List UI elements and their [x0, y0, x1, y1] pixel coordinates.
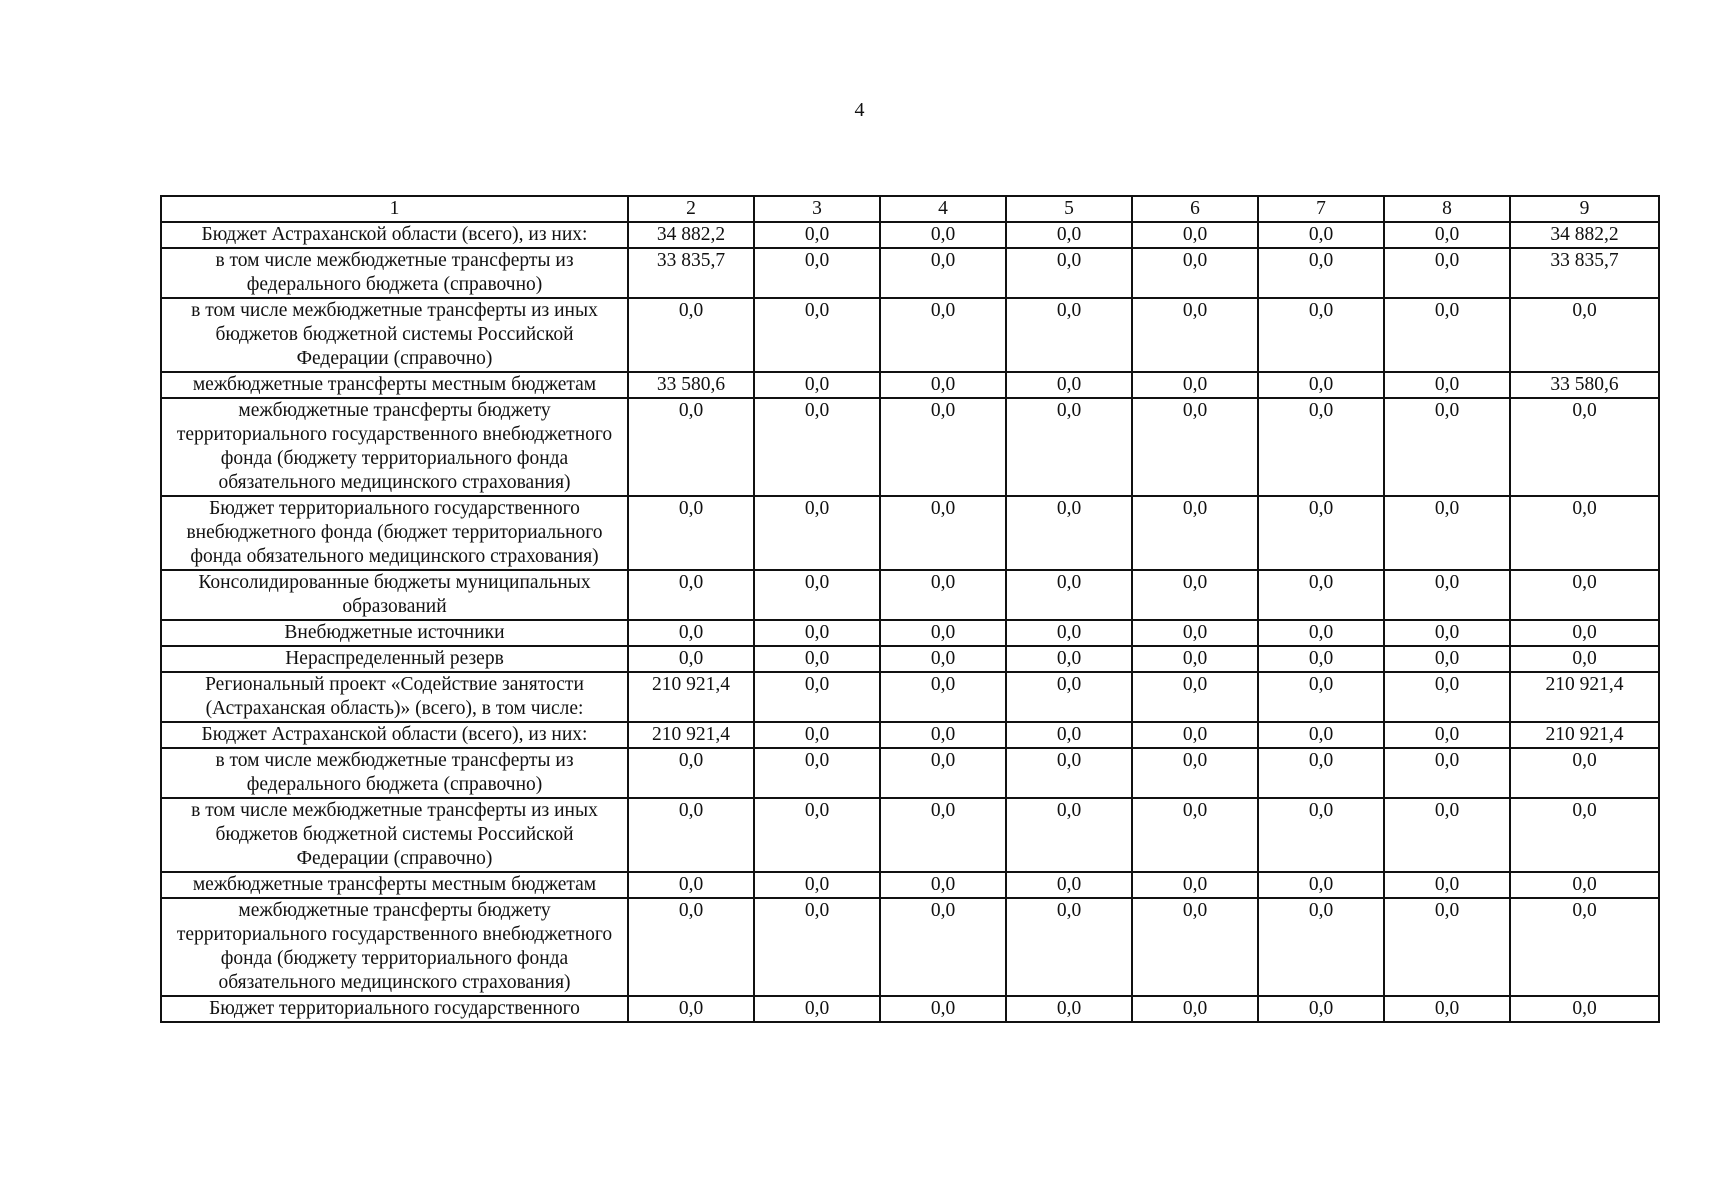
value-cell: 0,0: [1384, 898, 1510, 996]
value-cell: 33 580,6: [1510, 372, 1659, 398]
value-cell: 0,0: [1006, 748, 1132, 798]
value-cell: 0,0: [1510, 398, 1659, 496]
row-label: в том числе межбюджетные трансферты из федерального бюджета (справочно): [161, 248, 628, 298]
value-cell: 0,0: [1006, 722, 1132, 748]
value-cell: 0,0: [1006, 672, 1132, 722]
row-label: межбюджетные трансферты бюджету территориального государственного внебюджетного фонда (бюджету территориального фонда обязательного медицинского страхования): [161, 898, 628, 996]
value-cell: 0,0: [1510, 748, 1659, 798]
value-cell: 33 835,7: [1510, 248, 1659, 298]
value-cell: 0,0: [1258, 722, 1384, 748]
value-cell: 0,0: [880, 248, 1006, 298]
value-cell: 0,0: [880, 996, 1006, 1022]
column-header: 6: [1132, 196, 1258, 222]
value-cell: 0,0: [628, 748, 754, 798]
value-cell: 0,0: [628, 496, 754, 570]
value-cell: 0,0: [1384, 398, 1510, 496]
value-cell: 0,0: [880, 222, 1006, 248]
value-cell: 0,0: [1258, 222, 1384, 248]
value-cell: 0,0: [1510, 898, 1659, 996]
value-cell: 0,0: [1258, 372, 1384, 398]
value-cell: 0,0: [628, 898, 754, 996]
column-header: 8: [1384, 196, 1510, 222]
value-cell: 0,0: [880, 298, 1006, 372]
value-cell: 0,0: [1510, 646, 1659, 672]
value-cell: 0,0: [1510, 996, 1659, 1022]
row-label: в том числе межбюджетные трансферты из иных бюджетов бюджетной системы Российской Федерации (справочно): [161, 798, 628, 872]
value-cell: 0,0: [1384, 672, 1510, 722]
value-cell: 0,0: [880, 372, 1006, 398]
value-cell: 0,0: [1132, 798, 1258, 872]
row-label: межбюджетные трансферты бюджету территориального государственного внебюджетного фонда (бюджету территориального фонда обязательного медицинского страхования): [161, 398, 628, 496]
row-label: Региональный проект «Содействие занятости (Астраханская область)» (всего), в том числе:: [161, 672, 628, 722]
value-cell: 0,0: [1132, 620, 1258, 646]
value-cell: 0,0: [1510, 620, 1659, 646]
value-cell: 210 921,4: [1510, 672, 1659, 722]
value-cell: 0,0: [754, 222, 880, 248]
value-cell: 0,0: [628, 620, 754, 646]
value-cell: 0,0: [1132, 996, 1258, 1022]
row-label: межбюджетные трансферты местным бюджетам: [161, 872, 628, 898]
value-cell: 0,0: [880, 672, 1006, 722]
value-cell: 0,0: [754, 898, 880, 996]
value-cell: 0,0: [1132, 398, 1258, 496]
row-label: межбюджетные трансферты местным бюджетам: [161, 372, 628, 398]
value-cell: 0,0: [1384, 996, 1510, 1022]
row-label: Нераспределенный резерв: [161, 646, 628, 672]
value-cell: 0,0: [1132, 248, 1258, 298]
column-header: 7: [1258, 196, 1384, 222]
value-cell: 0,0: [1258, 646, 1384, 672]
table-row: [161, 222, 1659, 248]
value-cell: 0,0: [754, 372, 880, 398]
value-cell: 0,0: [1384, 372, 1510, 398]
value-cell: 33 835,7: [628, 248, 754, 298]
value-cell: 0,0: [754, 672, 880, 722]
value-cell: 0,0: [1258, 248, 1384, 298]
value-cell: 210 921,4: [1510, 722, 1659, 748]
value-cell: 0,0: [880, 798, 1006, 872]
row-label: Бюджет Астраханской области (всего), из них:: [161, 222, 628, 248]
value-cell: 0,0: [628, 646, 754, 672]
column-header: 2: [628, 196, 754, 222]
value-cell: 0,0: [628, 398, 754, 496]
value-cell: 0,0: [880, 398, 1006, 496]
value-cell: 0,0: [1132, 748, 1258, 798]
value-cell: 0,0: [880, 646, 1006, 672]
value-cell: 0,0: [1132, 570, 1258, 620]
value-cell: 0,0: [1258, 996, 1384, 1022]
value-cell: 0,0: [1510, 570, 1659, 620]
value-cell: 0,0: [628, 872, 754, 898]
value-cell: 0,0: [1006, 298, 1132, 372]
value-cell: 0,0: [754, 570, 880, 620]
value-cell: 0,0: [1510, 798, 1659, 872]
value-cell: 0,0: [754, 646, 880, 672]
table-row: [161, 620, 1659, 646]
value-cell: 0,0: [628, 570, 754, 620]
value-cell: 0,0: [628, 798, 754, 872]
value-cell: 0,0: [1132, 872, 1258, 898]
value-cell: 0,0: [880, 570, 1006, 620]
column-header: 4: [880, 196, 1006, 222]
value-cell: 0,0: [1258, 570, 1384, 620]
row-label: в том числе межбюджетные трансферты из федерального бюджета (справочно): [161, 748, 628, 798]
value-cell: 0,0: [880, 748, 1006, 798]
value-cell: 0,0: [880, 872, 1006, 898]
value-cell: 0,0: [1006, 872, 1132, 898]
value-cell: 0,0: [1132, 222, 1258, 248]
value-cell: 0,0: [1006, 996, 1132, 1022]
value-cell: 0,0: [754, 248, 880, 298]
value-cell: 0,0: [1006, 496, 1132, 570]
value-cell: 0,0: [628, 298, 754, 372]
value-cell: 0,0: [1384, 722, 1510, 748]
column-header: 3: [754, 196, 880, 222]
value-cell: 0,0: [1006, 222, 1132, 248]
value-cell: 0,0: [1006, 248, 1132, 298]
row-label: Бюджет Астраханской области (всего), из них:: [161, 722, 628, 748]
value-cell: 0,0: [1258, 748, 1384, 798]
value-cell: 0,0: [1132, 898, 1258, 996]
column-header: 5: [1006, 196, 1132, 222]
value-cell: 0,0: [754, 620, 880, 646]
value-cell: 0,0: [1384, 798, 1510, 872]
value-cell: 0,0: [880, 898, 1006, 996]
value-cell: 0,0: [628, 996, 754, 1022]
value-cell: 0,0: [1258, 496, 1384, 570]
table-row: [161, 248, 1659, 298]
row-label: Консолидированные бюджеты муниципальных образований: [161, 570, 628, 620]
value-cell: 34 882,2: [628, 222, 754, 248]
value-cell: 0,0: [1132, 372, 1258, 398]
value-cell: 0,0: [1006, 398, 1132, 496]
value-cell: 0,0: [1384, 248, 1510, 298]
value-cell: 0,0: [1006, 898, 1132, 996]
value-cell: 0,0: [1384, 222, 1510, 248]
table-row: [161, 748, 1659, 798]
value-cell: 0,0: [1132, 646, 1258, 672]
value-cell: 0,0: [1510, 298, 1659, 372]
value-cell: 0,0: [754, 748, 880, 798]
value-cell: 0,0: [1006, 620, 1132, 646]
table-row: [161, 398, 1659, 496]
row-label: Внебюджетные источники: [161, 620, 628, 646]
table-header-row: [161, 196, 1659, 222]
value-cell: 0,0: [1258, 398, 1384, 496]
value-cell: 0,0: [1258, 872, 1384, 898]
value-cell: 0,0: [1132, 722, 1258, 748]
value-cell: 0,0: [1510, 496, 1659, 570]
row-label: в том числе межбюджетные трансферты из иных бюджетов бюджетной системы Российской Федерации (справочно): [161, 298, 628, 372]
value-cell: 0,0: [1006, 798, 1132, 872]
value-cell: 0,0: [754, 798, 880, 872]
value-cell: 0,0: [880, 620, 1006, 646]
table-row: [161, 646, 1659, 672]
value-cell: 0,0: [1384, 872, 1510, 898]
value-cell: 0,0: [1258, 798, 1384, 872]
value-cell: 0,0: [754, 722, 880, 748]
value-cell: 0,0: [1258, 620, 1384, 646]
value-cell: 0,0: [754, 996, 880, 1022]
table-row: [161, 722, 1659, 748]
table-row: [161, 898, 1659, 996]
value-cell: 0,0: [1132, 496, 1258, 570]
value-cell: 0,0: [880, 722, 1006, 748]
value-cell: 0,0: [754, 496, 880, 570]
value-cell: 210 921,4: [628, 722, 754, 748]
value-cell: 0,0: [1006, 646, 1132, 672]
table-body: [161, 222, 1659, 1022]
table-row: [161, 496, 1659, 570]
table-row: [161, 298, 1659, 372]
value-cell: 0,0: [1132, 672, 1258, 722]
value-cell: 0,0: [1510, 872, 1659, 898]
value-cell: 0,0: [1258, 672, 1384, 722]
value-cell: 0,0: [1132, 298, 1258, 372]
value-cell: 0,0: [880, 496, 1006, 570]
value-cell: 0,0: [754, 398, 880, 496]
value-cell: 0,0: [1258, 298, 1384, 372]
table-row: [161, 798, 1659, 872]
column-header: 1: [161, 196, 628, 222]
row-label: Бюджет территориального государственного: [161, 996, 628, 1022]
value-cell: 0,0: [754, 298, 880, 372]
value-cell: 0,0: [1384, 646, 1510, 672]
column-header: 9: [1510, 196, 1659, 222]
value-cell: 0,0: [1006, 372, 1132, 398]
table-row: [161, 996, 1659, 1022]
table-row: [161, 672, 1659, 722]
value-cell: 0,0: [1384, 748, 1510, 798]
value-cell: 0,0: [1384, 298, 1510, 372]
table-row: [161, 570, 1659, 620]
budget-table: [160, 195, 1660, 1023]
table-row: [161, 872, 1659, 898]
row-label: Бюджет территориального государственного внебюджетного фонда (бюджет территориального фонда обязательного медицинского страхования): [161, 496, 628, 570]
value-cell: 0,0: [1384, 496, 1510, 570]
value-cell: 0,0: [1384, 620, 1510, 646]
value-cell: 34 882,2: [1510, 222, 1659, 248]
value-cell: 0,0: [754, 872, 880, 898]
value-cell: 0,0: [1006, 570, 1132, 620]
value-cell: 0,0: [1384, 570, 1510, 620]
value-cell: 0,0: [1258, 898, 1384, 996]
table-row: [161, 372, 1659, 398]
value-cell: 210 921,4: [628, 672, 754, 722]
value-cell: 33 580,6: [628, 372, 754, 398]
page-number: 4: [854, 99, 865, 121]
